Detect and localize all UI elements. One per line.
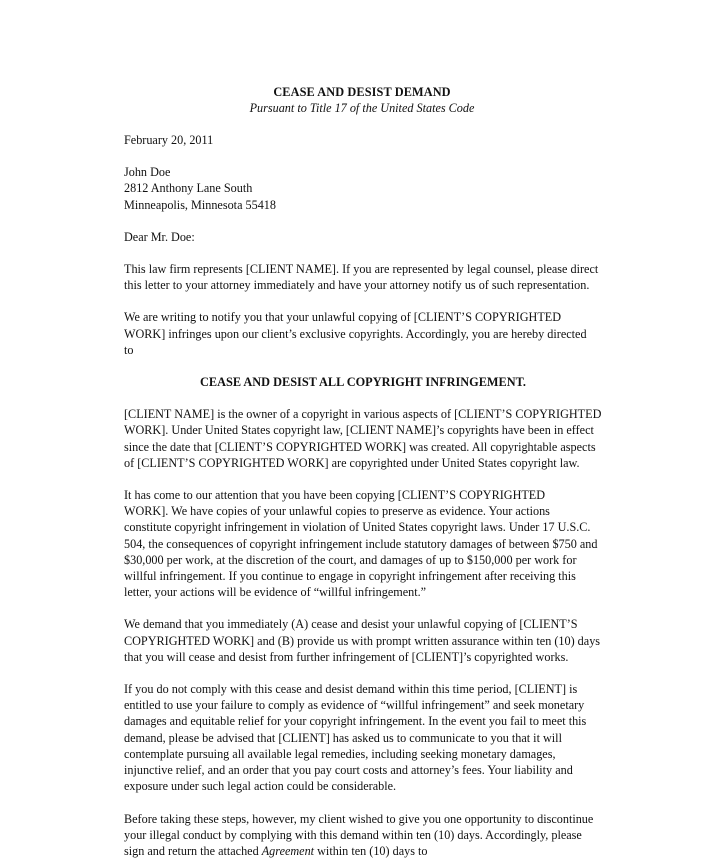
paragraph-line: to [124, 342, 600, 358]
letter-title: CEASE AND DESIST DEMAND [124, 84, 600, 100]
paragraph-noncompliance [124, 681, 600, 794]
paragraph-infringement [124, 487, 600, 600]
paragraph-line: damages and equitable relief for your copyright infringement. In the event you fail to meet this [124, 713, 600, 729]
paragraph-notification [124, 309, 600, 358]
paragraph-line: Before taking these steps, however, my client wished to give you one opportunity to discontinue [124, 811, 600, 827]
paragraph-opportunity [124, 811, 600, 859]
paragraph-line: WORK]. Under United States copyright law, [CLIENT NAME]’s copyrights have been in effect [124, 422, 600, 438]
recipient-street: 2812 Anthony Lane South [124, 180, 600, 196]
paragraph-line: It has come to our attention that you have been copying [CLIENT’S COPYRIGHTED [124, 487, 600, 503]
paragraph-line-final [124, 843, 600, 859]
paragraph-line: We are writing to notify you that your unlawful copying of [CLIENT’S COPYRIGHTED [124, 309, 600, 325]
paragraph-line: willful infringement. If you continue to engage in copyright infringement after receiving this [124, 568, 600, 584]
letter-subtitle: Pursuant to Title 17 of the United States Code [124, 100, 600, 116]
paragraph-line: constitute copyright infringement in violation of United States copyright laws. Under 17 U.S.C. [124, 519, 600, 535]
paragraph-line: WORK] infringes upon our client’s exclusive copyrights. Accordingly, you are hereby directed [124, 326, 600, 342]
salutation: Dear Mr. Doe: [124, 229, 600, 245]
recipient-address [124, 164, 600, 213]
text-fragment: sign and return the attached [124, 844, 262, 858]
demand-heading: CEASE AND DESIST ALL COPYRIGHT INFRINGEMENT. [124, 374, 600, 390]
paragraph-line: of [CLIENT’S COPYRIGHTED WORK] are copyrighted under United States copyright law. [124, 455, 600, 471]
paragraph-line: If you do not comply with this cease and desist demand within this time period, [CLIENT] is [124, 681, 600, 697]
agreement-reference: Agreement [262, 844, 314, 858]
paragraph-line: [CLIENT NAME] is the owner of a copyright in various aspects of [CLIENT’S COPYRIGHTED [124, 406, 600, 422]
paragraph-line: WORK]. We have copies of your unlawful copies to preserve as evidence. Your actions [124, 503, 600, 519]
paragraph-line: demand, please be advised that [CLIENT] has asked us to communicate to you that it will [124, 730, 600, 746]
paragraph-line: contemplate pursuing all available legal remedies, including seeking monetary damages, [124, 746, 600, 762]
text-fragment: within ten (10) days to [314, 844, 427, 858]
paragraph-line: letter, your actions will be evidence of “willful infringement.” [124, 584, 600, 600]
paragraph-line: injunctive relief, and an order that you pay court costs and attorney’s fees. Your liability and [124, 762, 600, 778]
paragraph-ownership [124, 406, 600, 471]
paragraph-line: entitled to use your failure to comply as evidence of “willful infringement” and seek monetary [124, 697, 600, 713]
letter-date: February 20, 2011 [124, 132, 600, 148]
recipient-name: John Doe [124, 164, 600, 180]
paragraph-line: $30,000 per work, at the discretion of the court, and damages of up to $150,000 per work for [124, 552, 600, 568]
paragraph-line: This law firm represents [CLIENT NAME]. If you are represented by legal counsel, please direct [124, 261, 600, 277]
paragraph-line: 504, the consequences of copyright infringement include statutory damages of between $750 and [124, 536, 600, 552]
paragraph-line: COPYRIGHTED WORK] and (B) provide us with prompt written assurance within ten (10) days [124, 633, 600, 649]
paragraph-demand [124, 616, 600, 665]
recipient-city-state-zip: Minneapolis, Minnesota 55418 [124, 197, 600, 213]
paragraph-line: your illegal conduct by complying with this demand within ten (10) days. Accordingly, please [124, 827, 600, 843]
letter-page [124, 84, 600, 859]
paragraph-line: this letter to your attorney immediately and have your attorney notify us of such representation. [124, 277, 600, 293]
paragraph-line: that you will cease and desist from further infringement of [CLIENT]’s copyrighted works. [124, 649, 600, 665]
letter-header [124, 84, 600, 116]
paragraph-representation [124, 261, 600, 293]
paragraph-line: since the date that [CLIENT’S COPYRIGHTED WORK] was created. All copyrightable aspects [124, 439, 600, 455]
paragraph-line: exposure under such legal action could be considerable. [124, 778, 600, 794]
paragraph-line: We demand that you immediately (A) cease and desist your unlawful copying of [CLIENT’S [124, 616, 600, 632]
